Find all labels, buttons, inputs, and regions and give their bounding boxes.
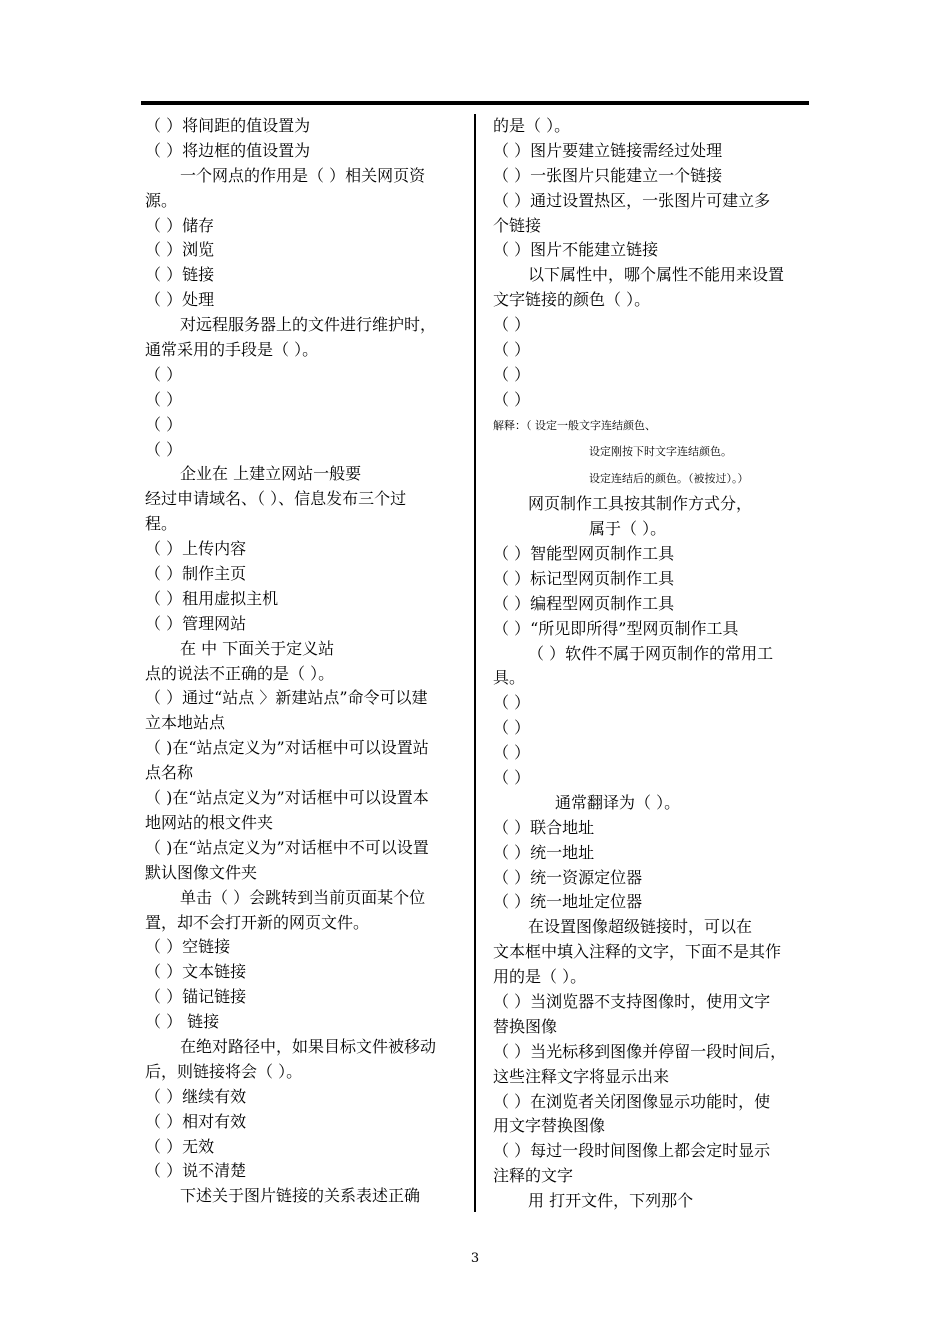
left-column-line: （ ） (145, 414, 183, 434)
right-column-line: （ ）统一地址定位器 (493, 892, 643, 912)
left-column-line: （ ）处理 (145, 290, 215, 310)
left-column-line: （ ）说不清楚 (145, 1161, 247, 1181)
left-column-line: （ )在“站点定义为”对话框中不可以设置 (145, 837, 429, 857)
right-column-line: （ ）一张图片只能建立一个链接 (493, 165, 723, 185)
left-column-line: （ ） (145, 439, 183, 459)
left-column-line: 通常采用的手段是（ ）。 (145, 340, 319, 360)
left-column-line: （ ）制作主页 (145, 564, 247, 584)
right-column-line: 设定刚按下时文字连结颜色。 (589, 445, 732, 459)
left-column-line: （ ）空链接 (145, 937, 231, 957)
left-column-line: （ ）继续有效 (145, 1086, 247, 1106)
left-column-line: （ ）将边框的值设置为 (145, 140, 311, 160)
left-column-line: 置，却不会打开新的网页文件。 (145, 912, 370, 932)
right-column-line: 具。 (493, 668, 526, 688)
right-column-line: 替换图像 (493, 1016, 558, 1036)
right-column-line: 在设置图像超级链接时，可以在 (528, 917, 753, 937)
left-column-line: 对远程服务器上的文件进行维护时， (180, 315, 437, 335)
right-column-line: （ ） (493, 315, 531, 335)
left-column-line: （ ）相对有效 (145, 1111, 247, 1131)
left-column-line: （ ） (145, 364, 183, 384)
right-column-line: （ ）联合地址 (493, 817, 595, 837)
left-column-line: 下述关于图片链接的关系表述正确 (180, 1186, 421, 1206)
left-column-line: 地网站的根文件夹 (145, 812, 274, 832)
left-column-line: （ ）通过“站点 〉新建站点”命令可以建 (145, 688, 428, 708)
left-column-line: 点名称 (145, 763, 194, 783)
right-column-line: （ ）通过设置热区，一张图片可建立多 (493, 190, 771, 210)
right-column-line: （ ）当浏览器不支持图像时，使用文字 (493, 992, 771, 1011)
right-column-line: （ ）统一资源定位器 (493, 867, 643, 887)
left-column-line: 经过申请域名、（ ）、信息发布三个过 (145, 489, 407, 509)
right-column-line: 个链接 (493, 215, 542, 235)
right-column-line: 解释：（ 设定一般文字连结颜色、 (493, 418, 656, 432)
left-column-line: （ ）文本链接 (145, 962, 247, 982)
left-column-line: 单击（ ）会跳转到当前页面某个位 (180, 887, 426, 907)
left-column-line: （ )在“站点定义为”对话框中可以设置本 (145, 788, 429, 808)
left-column-line: （ ） 链接 (145, 1012, 220, 1032)
right-column-line: 用的是（ ）。 (493, 967, 587, 987)
right-column-line: （ ） (493, 718, 531, 738)
right-column-line: 属于（ ）。 (589, 519, 667, 539)
right-column-line: 设定连结后的颜色。（被按过）。） (589, 471, 749, 485)
left-column-line: （ ）无效 (145, 1136, 215, 1156)
right-column-line: （ ） (493, 743, 531, 763)
left-column-line: 企业在 上建立网站一般要 (180, 464, 362, 484)
left-column-line: 后，则链接将会（ ）。 (145, 1061, 303, 1081)
left-column-line: 一个网点的作用是（ ）相关网页资 (180, 165, 426, 185)
right-column-line: 这些注释文字将显示出来 (493, 1066, 670, 1086)
left-column-line: （ ）租用虚拟主机 (145, 588, 279, 608)
right-column-line: （ ）在浏览者关闭图像显示功能时，使 (493, 1091, 771, 1111)
right-column-line: 文字链接的颜色（ ）。 (493, 290, 651, 310)
page-number: 3 (470, 1251, 480, 1266)
left-column-line: （ )在“站点定义为”对话框中可以设置站 (145, 738, 429, 758)
right-column-line: （ ）智能型网页制作工具 (493, 543, 675, 563)
left-column-line: （ ）浏览 (145, 240, 215, 260)
left-column-line: 点的说法不正确的是（ ）。 (145, 663, 335, 683)
left-column-line: 程。 (145, 514, 178, 534)
right-column-line: （ ）编程型网页制作工具 (493, 593, 675, 613)
right-column-line: 文本框中填入注释的文字，下面不是其作 (493, 942, 782, 962)
right-column-line: （ ） (493, 364, 531, 384)
column-divider (474, 114, 476, 1212)
right-column-line: 用文字替换图像 (493, 1116, 606, 1136)
left-column-line: 默认图像文件夹 (145, 862, 258, 882)
right-column-line: （ ）图片不能建立链接 (493, 240, 659, 260)
right-column-line: 网页制作工具按其制作方式分， (528, 494, 753, 514)
left-column-line: （ ） (145, 389, 183, 409)
right-column-line: （ ）每过一段时间图像上都会定时显示 (493, 1141, 771, 1161)
right-column-line: （ ） (493, 693, 531, 713)
right-column-line: （ ）“所见即所得”型网页制作工具 (493, 618, 739, 638)
right-column-line: （ ） (493, 389, 531, 409)
left-column-line: （ ）链接 (145, 265, 215, 285)
left-column-line: （ ）将间距的值设置为 (145, 116, 311, 135)
header-rule (141, 101, 809, 105)
left-column-line: （ ）储存 (145, 215, 215, 235)
right-column-line: 以下属性中，哪个属性不能用来设置 (528, 265, 785, 285)
right-column-line: （ ）当光标移到图像并停留一段时间后， (493, 1041, 787, 1061)
right-column-line: （ ）统一地址 (493, 842, 595, 862)
left-column-line: 源。 (145, 190, 178, 210)
left-column-line: 在 中 下面关于定义站 (180, 638, 335, 658)
left-column-line: （ ）管理网站 (145, 613, 247, 633)
left-column-line: （ ）上传内容 (145, 539, 247, 559)
right-column (493, 114, 811, 1214)
right-column-line: 用 打开文件，下列那个 (528, 1191, 694, 1211)
right-column-line: （ ） (493, 340, 531, 360)
right-column-line: （ ）图片要建立链接需经过处理 (493, 140, 723, 160)
right-column-line: （ ） (493, 767, 531, 787)
right-column-line: 注释的文字 (493, 1166, 574, 1186)
right-column-line: （ ）标记型网页制作工具 (493, 568, 675, 588)
right-column-line: 的是（ ）。 (493, 116, 571, 135)
right-column-line: 通常翻译为（ ）。 (555, 792, 681, 812)
left-column-line: 立本地站点 (145, 713, 226, 733)
left-column (145, 114, 463, 1209)
left-column-line: 在绝对路径中，如果目标文件被移动 (180, 1036, 437, 1056)
right-column-line: （ ）软件不属于网页制作的常用工 (528, 643, 774, 663)
left-column-line: （ ）锚记链接 (145, 987, 247, 1007)
